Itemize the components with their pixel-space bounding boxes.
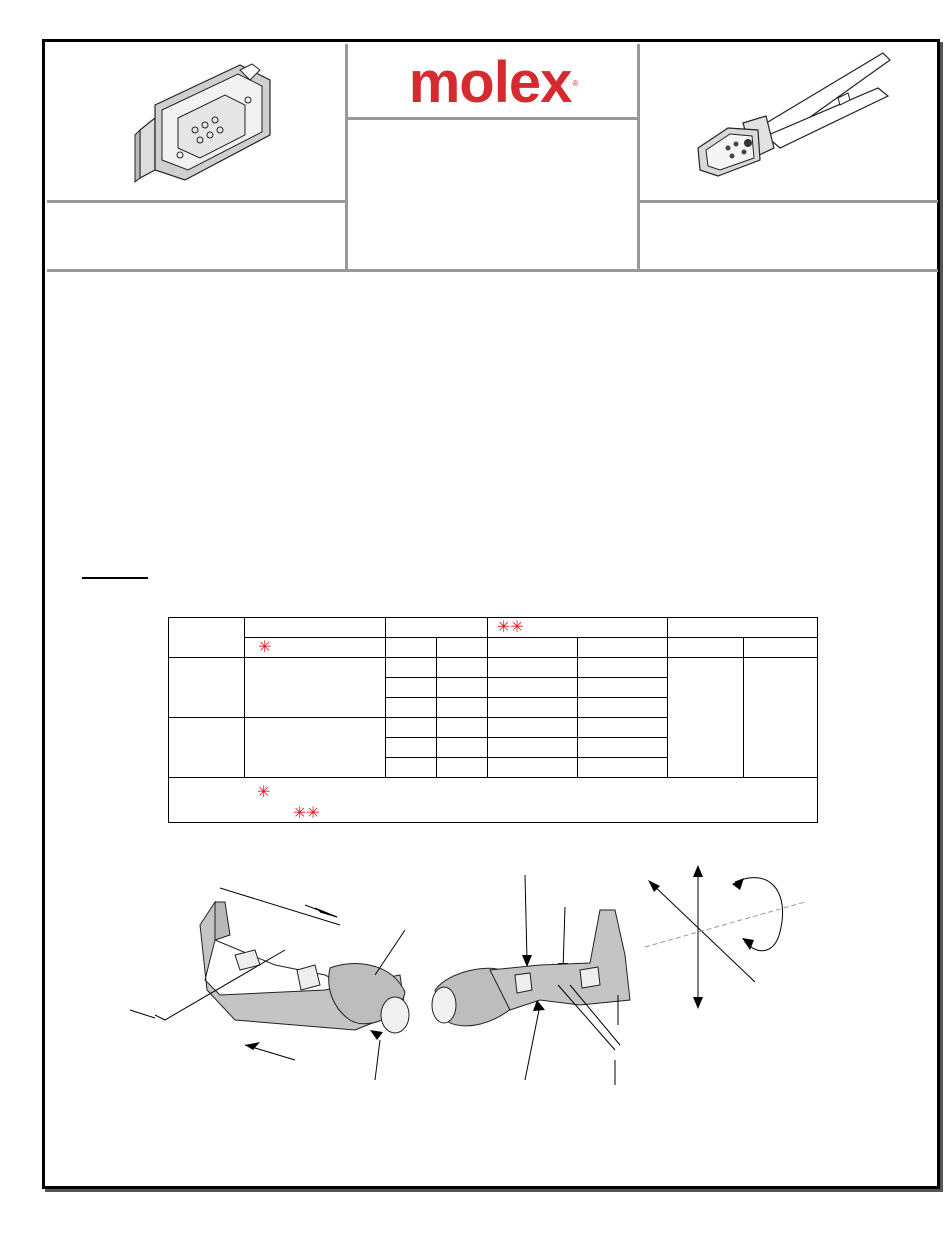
table-cell (437, 738, 488, 758)
header-cell (668, 618, 818, 638)
header-double-asterisk: ✳✳ (497, 617, 524, 636)
table-cell (578, 758, 668, 778)
subheader-cell (488, 638, 578, 658)
merged-cell (668, 658, 744, 778)
group-cell (245, 718, 386, 778)
header-bottom-rule (47, 269, 938, 272)
right-cell-rule (639, 200, 938, 203)
table-cell (488, 738, 578, 758)
table-cell (488, 758, 578, 778)
table-cell (578, 658, 668, 678)
subheader-cell (578, 638, 668, 658)
terminal-crimp-left-icon (125, 880, 415, 1080)
table-cell (437, 718, 488, 738)
terminal-crimp-right-icon (430, 875, 640, 1090)
section-label-underline (82, 561, 148, 579)
subheader-cell (744, 638, 818, 658)
group-cell (169, 658, 245, 718)
table-cell (488, 658, 578, 678)
header-cell (169, 618, 245, 658)
table-cell (437, 698, 488, 718)
left-cell-rule (47, 200, 346, 203)
header-divider-left (345, 44, 348, 271)
molex-logo (352, 50, 635, 116)
header-single-asterisk: ✳ (258, 637, 272, 656)
table-cell (488, 678, 578, 698)
table-cell (578, 718, 668, 738)
logo-registered-mark: ® (572, 78, 579, 88)
center-cell-rule (347, 117, 638, 120)
table-cell (578, 698, 668, 718)
header-cell (245, 618, 386, 638)
table-cell (488, 718, 578, 738)
table-cell (488, 698, 578, 718)
hand-crimp-tool-icon (688, 48, 898, 178)
group-cell (169, 718, 245, 778)
subheader-cell (437, 638, 488, 658)
table-cell (578, 678, 668, 698)
crimp-die-head-icon (120, 60, 280, 190)
twist-angle-diagram-icon (640, 862, 810, 1012)
header-divider-right (637, 44, 640, 271)
table-cell (578, 738, 668, 758)
table-cell (437, 758, 488, 778)
table-cell (386, 718, 437, 738)
table-cell (386, 758, 437, 778)
table-cell (386, 738, 437, 758)
logo-wordmark: molex (408, 50, 572, 115)
note-double-asterisk: ✳✳ (293, 803, 320, 822)
table-cell (437, 658, 488, 678)
table-cell (386, 698, 437, 718)
table-cell (386, 658, 437, 678)
subheader-cell (668, 638, 744, 658)
table-cell (437, 678, 488, 698)
group-cell (245, 658, 386, 718)
header-cell (386, 618, 488, 638)
subheader-cell (386, 638, 437, 658)
table-cell (386, 678, 437, 698)
note-single-asterisk: ✳ (257, 782, 271, 801)
merged-cell (744, 658, 818, 778)
